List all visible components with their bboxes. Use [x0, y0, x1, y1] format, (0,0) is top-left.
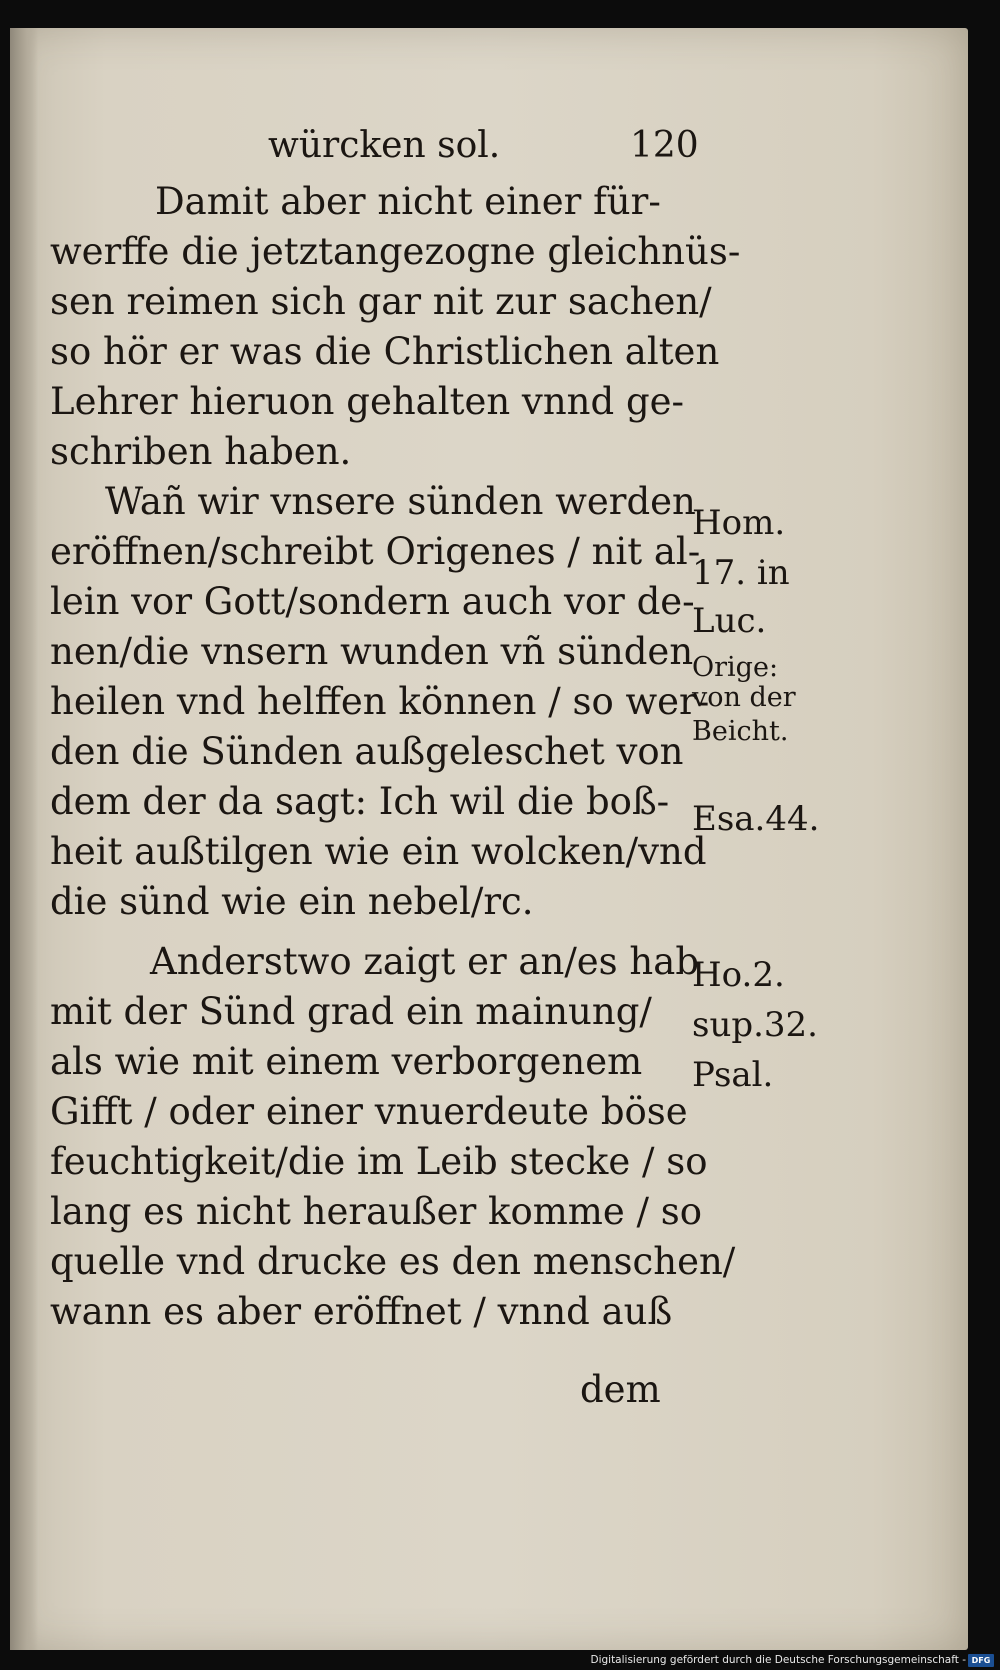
footer-bar	[0, 1650, 1000, 1670]
page-gutter	[10, 28, 38, 1650]
margin-note: Psal.	[692, 1055, 774, 1095]
text-line: dem der da sagt: Ich wil die boß-	[50, 780, 670, 823]
text-line: lang es nicht heraußer komme / so	[50, 1190, 703, 1233]
margin-note: 17. in	[692, 553, 790, 593]
page-number: 120	[630, 125, 699, 166]
text-line: eröffnen/schreibt Origenes / nit al-	[50, 530, 701, 573]
text-line: quelle vnd drucke es den menschen/	[50, 1240, 736, 1283]
text-line: mit der Sünd grad ein mainung/	[50, 990, 652, 1033]
text-line: Damit aber nicht einer für-	[155, 180, 661, 223]
text-line: Lehrer hieruon gehalten vnnd ge-	[50, 380, 685, 423]
margin-note: Esa.44.	[692, 799, 820, 839]
text-line: den die Sünden außgeleschet von	[50, 730, 684, 773]
margin-note: Beicht.	[692, 716, 789, 747]
text-line: so hör er was die Christlichen alten	[50, 330, 720, 373]
text-line: Gifft / oder einer vnuerdeute böse	[50, 1090, 688, 1133]
running-title: würcken sol.	[268, 125, 501, 166]
text-line: Anderstwo zaigt er an/es hab	[150, 940, 700, 983]
text-line: heit außtilgen wie ein wolcken/vnd	[50, 830, 707, 873]
text-line: heilen vnd helffen können / so wer-	[50, 680, 710, 723]
text-line: werffe die jetztangezogne gleichnüs-	[50, 230, 741, 273]
text-line: wann es aber eröffnet / vnnd auß	[50, 1290, 673, 1333]
margin-note: Hom.	[692, 503, 786, 543]
text-line: sen reimen sich gar nit zur sachen/	[50, 280, 712, 323]
text-line: die sünd wie ein nebel/rc.	[50, 880, 534, 923]
margin-note: sup.32.	[692, 1005, 818, 1045]
funding-credit: Digitalisierung gefördert durch die Deutsche Forschungsgemeinschaft -	[590, 1654, 966, 1666]
text-line: als wie mit einem verborgenem	[50, 1040, 643, 1083]
text-line: nen/die vnsern wunden vñ sünden	[50, 630, 694, 673]
text-line: lein vor Gott/sondern auch vor de-	[50, 580, 695, 623]
dfg-logo: DFG	[968, 1654, 994, 1667]
text-line: Wañ wir vnsere sünden werden	[105, 480, 696, 523]
margin-note: Orige:	[692, 652, 779, 683]
catchword: dem	[580, 1368, 661, 1411]
text-line: schriben haben.	[50, 430, 352, 473]
margin-note: von der	[692, 682, 796, 713]
text-line: feuchtigkeit/die im Leib stecke / so	[50, 1140, 708, 1183]
margin-note: Ho.2.	[692, 955, 785, 995]
margin-note: Luc.	[692, 601, 767, 641]
